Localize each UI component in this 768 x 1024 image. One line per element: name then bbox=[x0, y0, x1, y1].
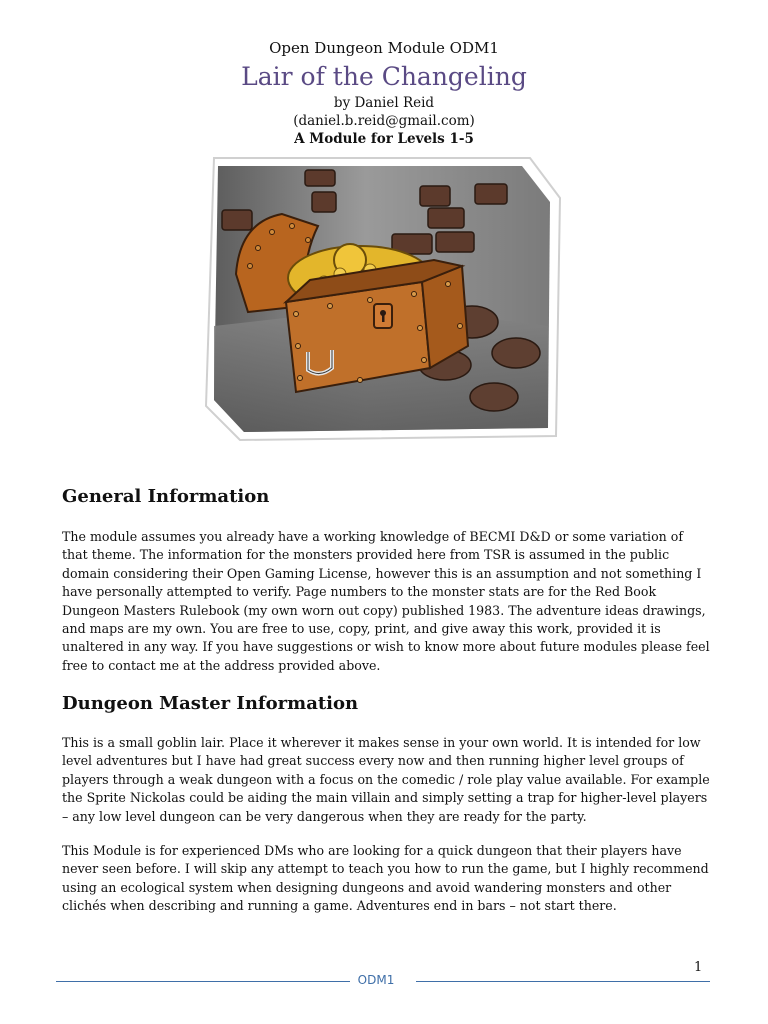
treasure-chest-icon bbox=[200, 156, 562, 442]
module-line: Open Dungeon Module ODM1 bbox=[269, 39, 499, 57]
author-line: by Daniel Reid bbox=[333, 95, 435, 111]
page-title: Lair of the Changeling bbox=[241, 62, 527, 91]
paragraph-dm-1: This is a small goblin lair. Place it wherever it makes sense in your own world. It is intended for low level adventures but I have had great success every now and then running higher level groups of players through a weak dungeon with a focus on the comedic / role play value available. For example the Sprite Nickolas could be aiding the main villain and simply setting a trap for higher-level players – any low level dungeon can be very dangerous when they are ready for the party. bbox=[62, 735, 710, 824]
levels-line: A Module for Levels 1-5 bbox=[294, 131, 474, 147]
footer-label: ODM1 bbox=[357, 973, 395, 987]
page-header bbox=[0, 38, 768, 148]
author-email: (daniel.b.reid@gmail.com) bbox=[293, 113, 475, 129]
footer-rule-right bbox=[416, 981, 710, 982]
footer-rule-left bbox=[56, 981, 350, 982]
section-heading-general: General Information bbox=[62, 486, 270, 507]
section-heading-dm: Dungeon Master Information bbox=[62, 693, 359, 714]
paragraph-dm-2: This Module is for experienced DMs who are looking for a quick dungeon that their players have never seen before. I will skip any attempt to teach you how to run the game, but I highly recommend using an ecological system when designing dungeons and avoid wandering monsters and other clichés when describing and running a game. Adventures end in bars – not start there. bbox=[62, 843, 709, 914]
page-number: 1 bbox=[694, 960, 703, 975]
treasure-chest-illustration bbox=[200, 156, 562, 442]
paragraph-general: The module assumes you already have a working knowledge of BECMI D&D or some variation of that theme. The information for the monsters provided here from TSR is assumed in the public domain considering their Open Gaming License, however this is an assumption and not something I have personally attempted to verify. Page numbers to the monster stats are for the Red Book Dungeon Masters Rulebook (my own worn out copy) published 1983. The adventure ideas drawings, and maps are my own. You are free to use, copy, print, and give away this work, provided it is unaltered in any way. If you have suggestions or wish to know more about future modules please feel free to contact me at the address provided above. bbox=[62, 529, 710, 673]
